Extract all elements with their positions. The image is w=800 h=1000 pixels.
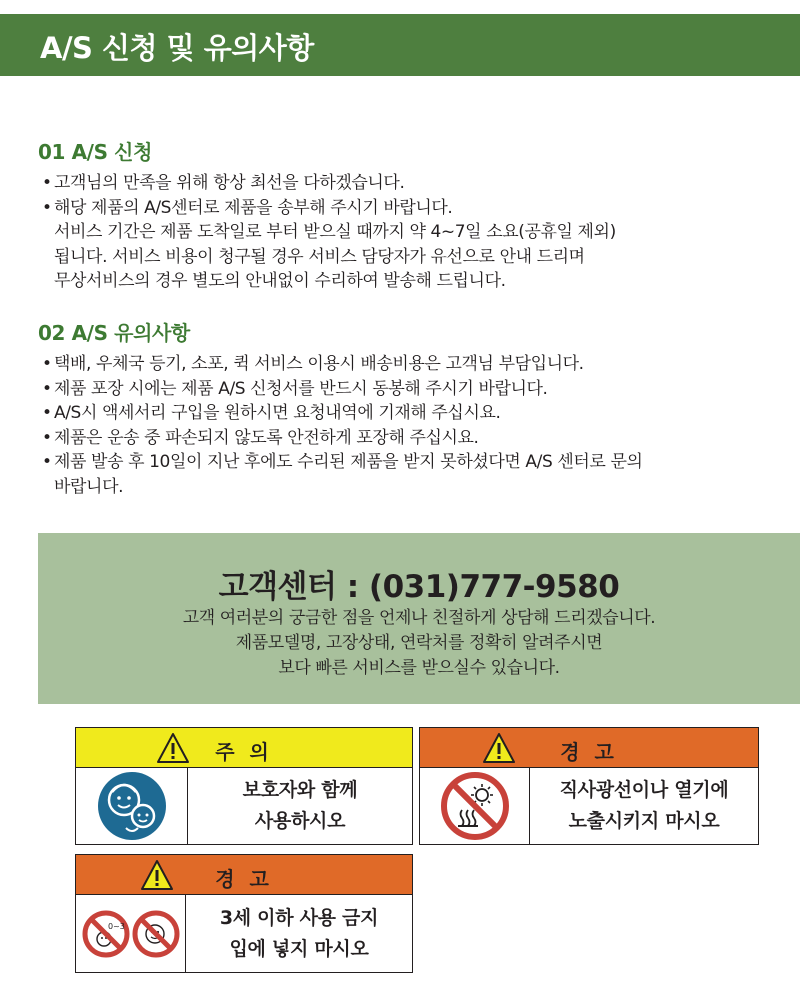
list-item: • 고객님의 만족을 위해 항상 최선을 다하겠습니다. [42, 173, 405, 193]
section-title-as-notes: 02 A/S 유의사항 [38, 321, 190, 345]
list-item: • A/S시 액세서리 구입을 원하시면 요청내역에 기재해 주십시요. [42, 403, 501, 423]
warning-header [76, 855, 412, 895]
list-item: • 제품은 운송 중 파손되지 않도록 안전하게 포장해 주십시요. [42, 427, 479, 448]
caution-header [76, 728, 412, 768]
customer-center-phone: 고객센터 : (031)777-9580 [218, 569, 620, 605]
customer-center-line: 고객 여러분의 궁금한 점을 언제나 친절하게 상담해 드리겠습니다. [182, 608, 656, 628]
list-item: • 해당 제품의 A/S센터로 제품을 송부해 주시기 바랍니다. [42, 197, 453, 218]
list-item: • 제품 포장 시에는 제품 A/S 신청서를 반드시 동봉해 주시기 바랍니다. [42, 378, 548, 399]
warning-header [420, 728, 758, 768]
header-banner [0, 14, 800, 76]
section-as-notes-body [38, 352, 643, 499]
customer-center-line: 제품모델명, 고장상태, 연락처를 정확히 알려주시면 [235, 633, 603, 653]
customer-center-line: 보다 빠른 서비스를 받으실수 있습니다. [278, 658, 560, 678]
section-as-request [38, 136, 616, 294]
section-title-as-request: 01 A/S 신청 [38, 140, 152, 164]
caution-text: 보호자와 함께 사용하시오 [242, 779, 358, 832]
warning-box-under-3 [75, 854, 413, 973]
warning-text: 직사광선이나 열기에 노출시키지 마시오 [559, 779, 729, 832]
caution-title: 주 의 [215, 740, 273, 764]
no-sunlight-heat-icon [420, 768, 530, 844]
list-item-continuation: 무상서비스의 경우 별도의 안내없이 수리하여 발송해 드립니다. [54, 271, 506, 291]
section-as-notes [38, 317, 643, 499]
list-item: • 제품 발송 후 10일이 지난 후에도 수리된 제품을 받지 못하셨다면 A/S 센터로 문의 [42, 452, 643, 472]
list-item-continuation: 됩니다. 서비스 비용이 청구될 경우 서비스 담당자가 유선으로 안내 드리며 [54, 246, 585, 267]
list-item-continuation: 바랍니다. [54, 476, 124, 497]
page-title: A/S 신청 및 유의사항 [40, 31, 314, 65]
warning-text: 3세 이하 사용 금지 입에 넣지 마시오 [219, 906, 379, 960]
warning-title: 경 고 [215, 867, 273, 891]
caution-box-guardian [75, 727, 413, 845]
child-guardian-icon [76, 768, 188, 844]
customer-center-box [38, 533, 800, 704]
no-under-3-icon [76, 895, 186, 972]
warning-title: 경 고 [560, 740, 618, 764]
list-item: • 택배, 우체국 등기, 소포, 퀵 서비스 이용시 배송비용은 고객님 부담입니다. [42, 354, 584, 374]
age-label: 0~3 [108, 922, 125, 931]
section-as-request-body [38, 171, 616, 294]
warning-box-sunlight [419, 727, 759, 845]
list-item-continuation: 서비스 기간은 제품 도착일로 부터 받으실 때까지 약 4~7일 소요(공휴일 제외) [54, 222, 616, 242]
